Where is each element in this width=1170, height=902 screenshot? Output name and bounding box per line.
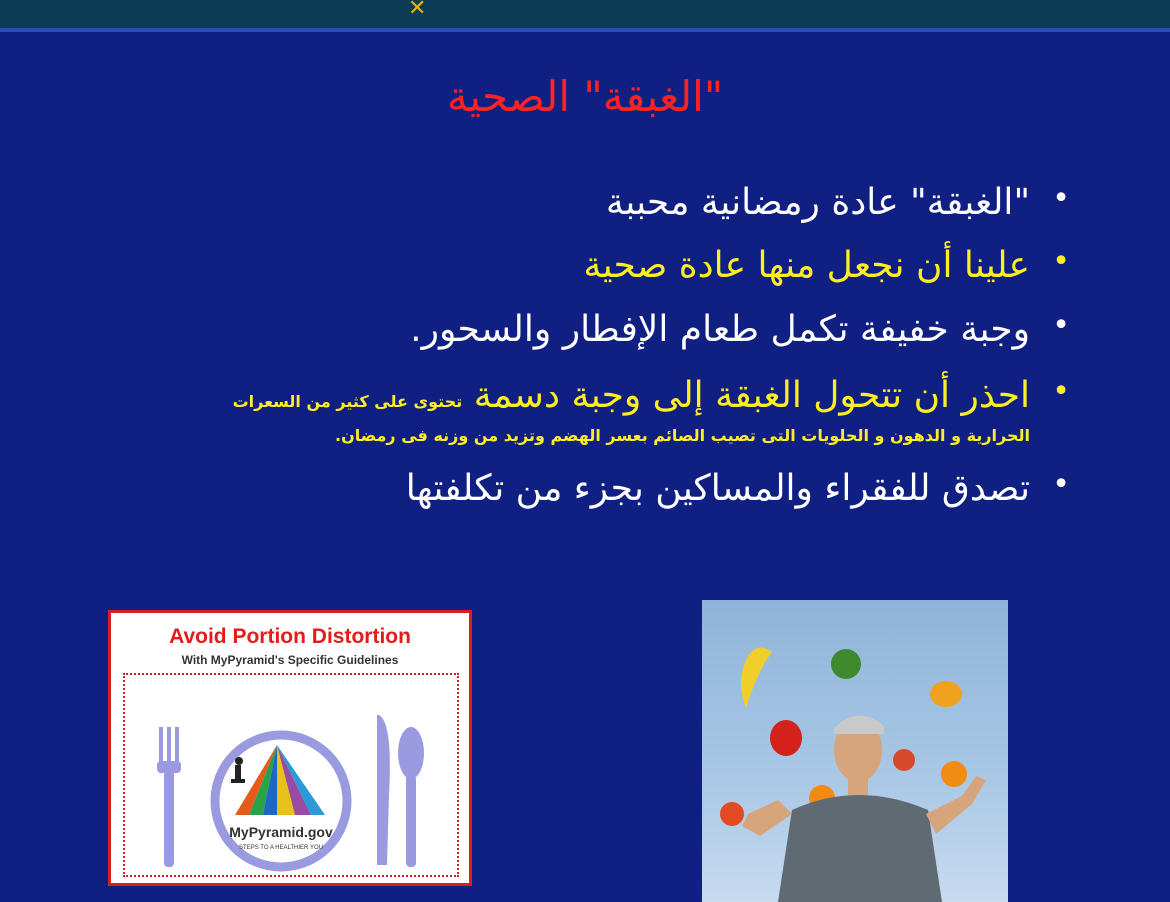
bullet-text: احذر أن تتحول الغبقة إلى وجبة دسمة	[473, 375, 1030, 417]
fork-icon	[157, 727, 181, 867]
orange-icon	[941, 761, 967, 787]
bullet-list	[110, 182, 1070, 532]
logo-tagline: STEPS TO A HEALTHIER YOU	[239, 845, 323, 851]
plate-illustration	[111, 665, 469, 885]
pepper-icon	[770, 720, 802, 756]
pepper-icon	[930, 681, 962, 707]
card-subtitle: With MyPyramid's Specific Guidelines	[181, 653, 399, 667]
bullet-small-line: الحرارية و الدهون و الحلويات التى تصيب الصائم بعسر الهضم وتزيد من وزنه فى رمضان.	[335, 425, 1030, 445]
slide-title: "الغبقة" الصحية	[446, 72, 724, 121]
bullet-item	[110, 468, 1070, 509]
bullet-item	[110, 372, 1070, 446]
bullet-item	[110, 309, 1070, 350]
pepper-icon	[831, 649, 861, 679]
logo-text: MyPyramid.gov	[229, 824, 333, 840]
spoon-icon	[398, 727, 424, 867]
juggler-illustration	[702, 600, 1008, 902]
top-bar	[0, 0, 1170, 32]
bullet-text: علينا أن نجعل منها عادة صحية	[583, 245, 1030, 287]
bullet-small-text: تحتوى على كثير من السعرات	[232, 392, 463, 412]
bullet-item	[110, 245, 1070, 286]
card-title: Avoid Portion Distortion	[169, 625, 411, 648]
bullet-text: تصدق للفقراء والمساكين بجزء من تكلفتها	[405, 468, 1030, 510]
knife-icon	[377, 715, 390, 865]
x-mark-icon: ✕	[408, 0, 427, 21]
bullet-text: وجبة خفيفة تكمل طعام الإفطار والسحور.	[410, 308, 1030, 350]
bullet-item	[110, 182, 1070, 223]
apple-icon	[893, 749, 915, 771]
banana-icon	[741, 648, 772, 709]
bullet-text: "الغبقة" عادة رمضانية محببة	[605, 182, 1030, 223]
apple-icon	[720, 802, 744, 826]
portion-distortion-image	[108, 610, 472, 886]
juggler-photo	[702, 600, 1008, 902]
